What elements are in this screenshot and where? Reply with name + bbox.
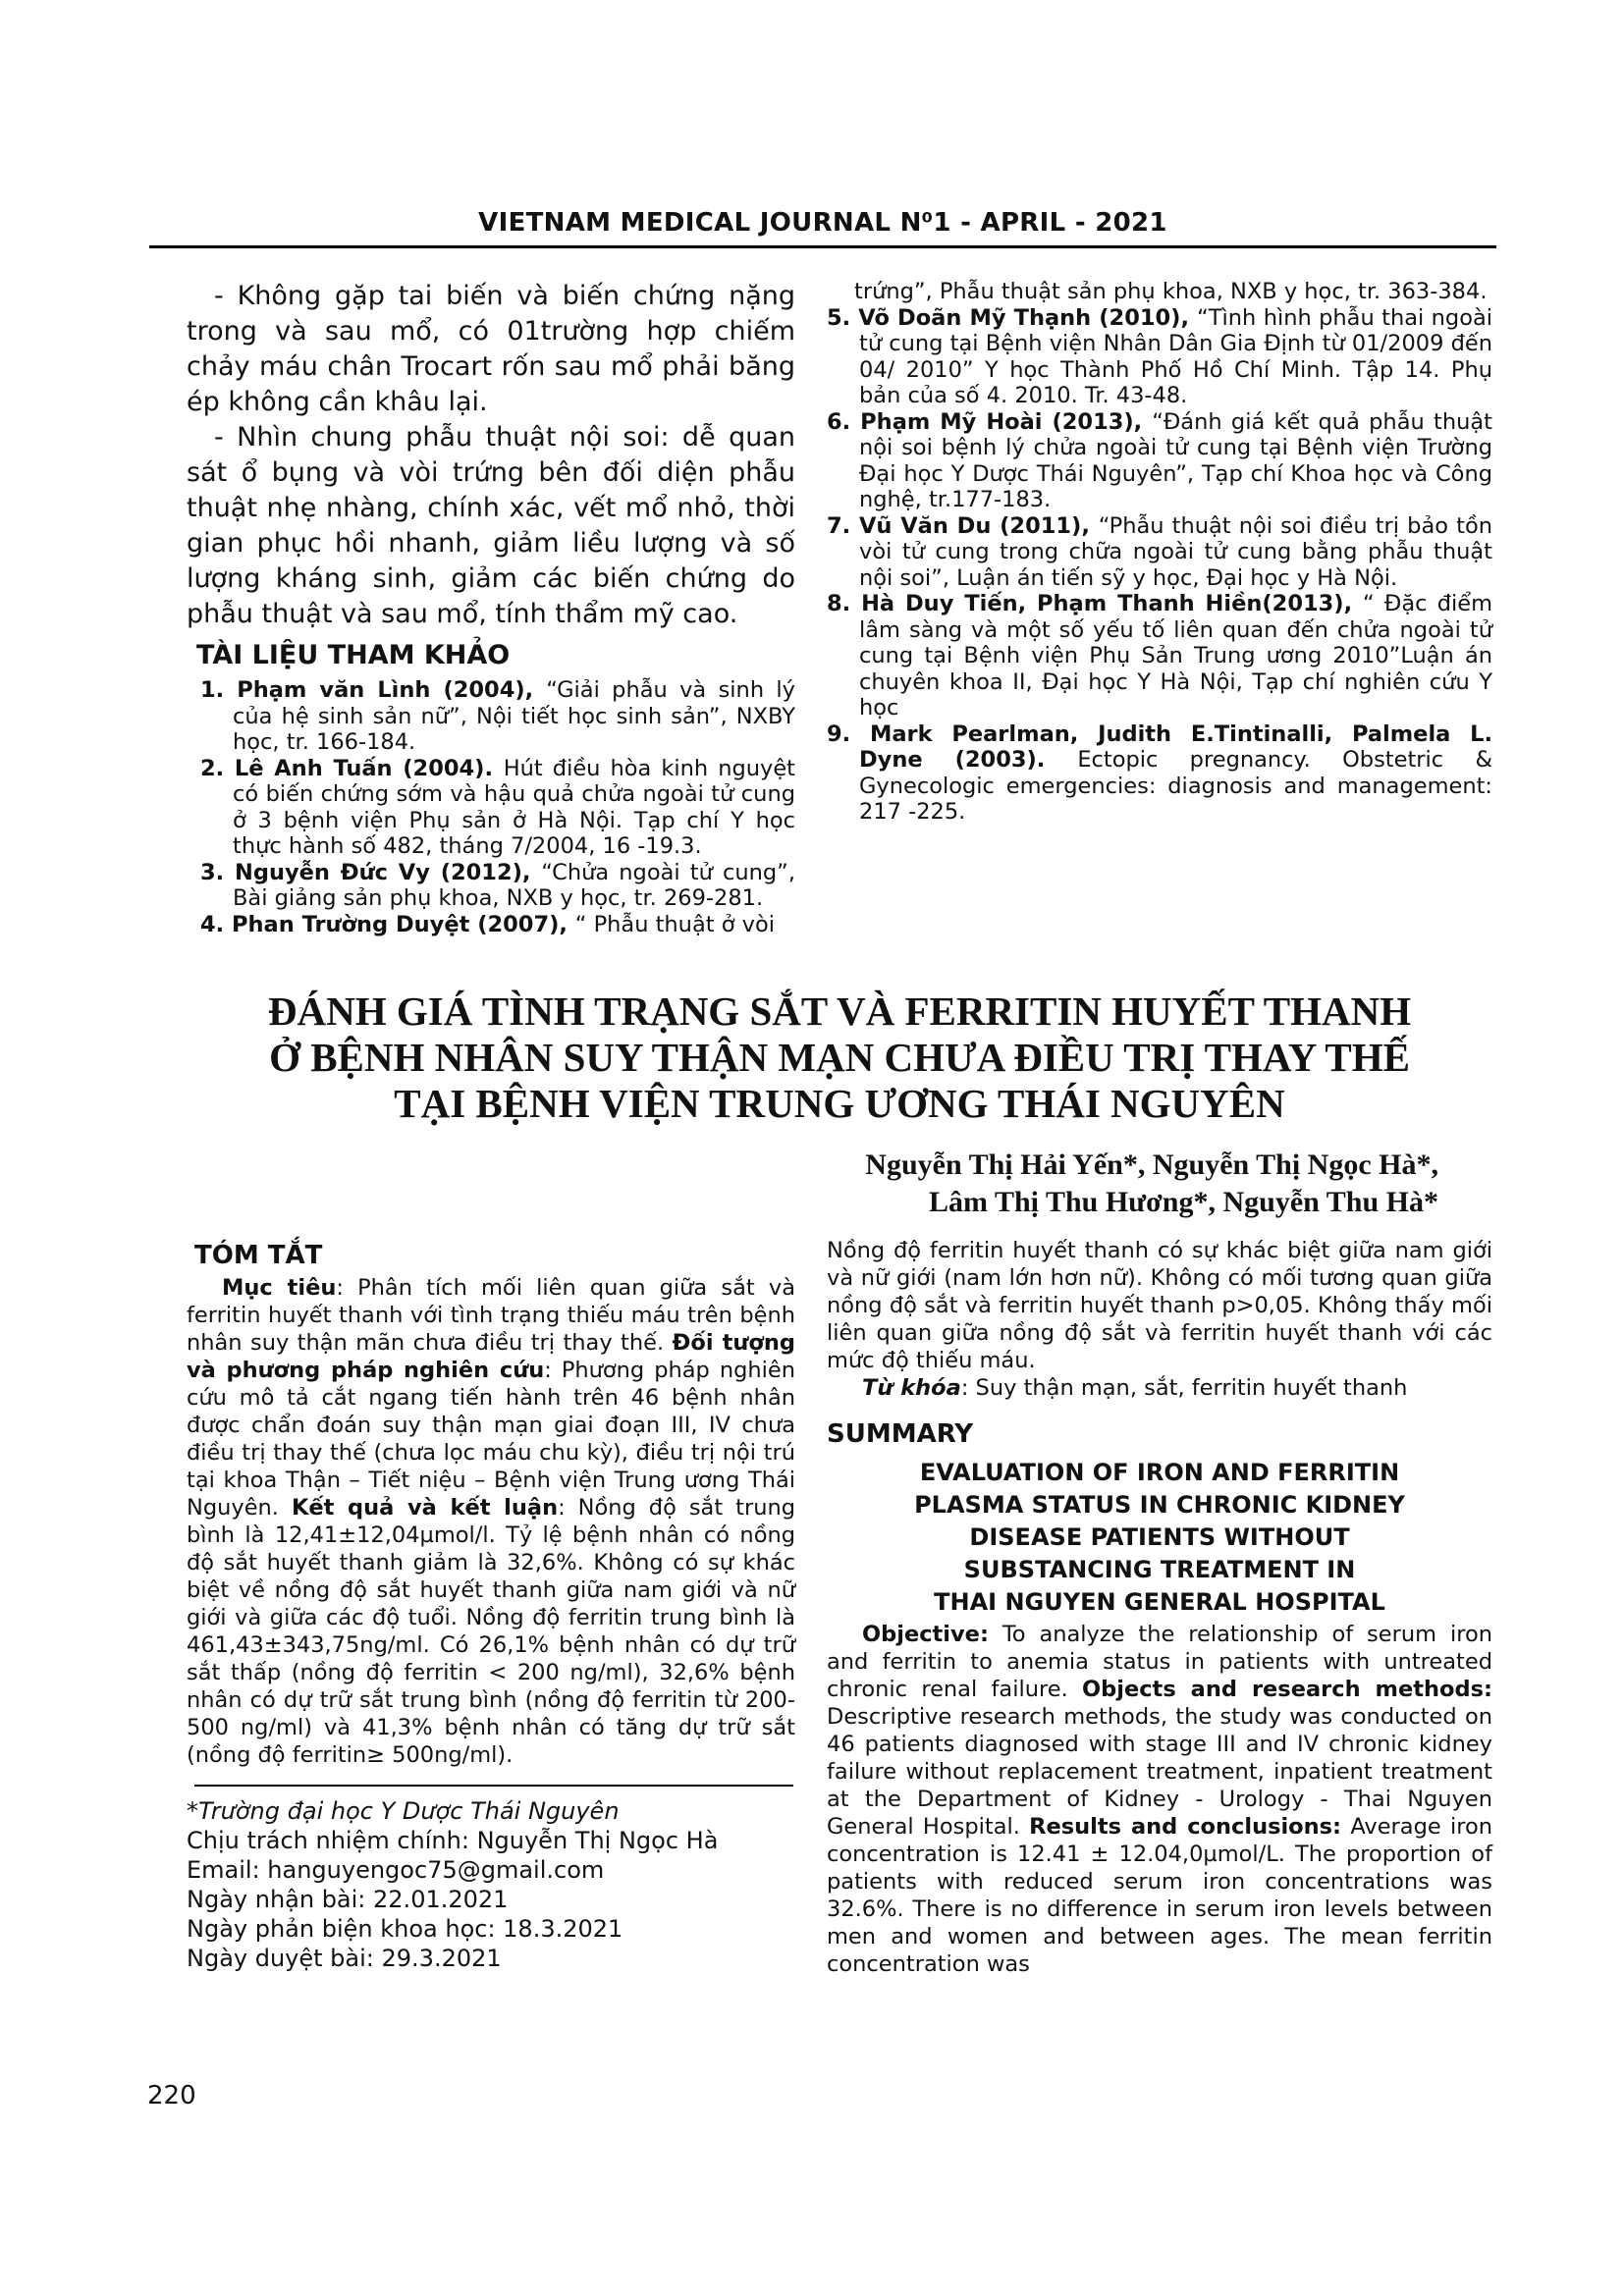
footnote-date-accepted: Ngày duyệt bài: 29.3.2021 [187,1945,502,1972]
reference-item-9: 9. Mark Pearlman, Judith E.Tintinalli, Palmela L. Dyne (2003). Ectopic pregnancy. Obstetric & Gynecologic emergencies: diagnosis and management: 217 -225. [827,721,1492,825]
references-right-column [827,279,1492,937]
reference-list-left [200,677,795,937]
author-list [187,1147,1492,1221]
abstract-right-column [827,1237,1492,1978]
article-title [187,988,1492,1127]
references-left-column [187,279,795,937]
summary-title-line-4: SUBSTANCING TREATMENT IN [963,1556,1356,1583]
intro-paragraph-1: - Không gặp tai biến và biến chứng nặng trong và sau mổ, có 01trường hợp chiếm chảy máu chân Trocart rốn sau mổ phải băng ép không cần khâu lại. [187,281,795,417]
article-title-line-1: ĐÁNH GIÁ TÌNH TRẠNG SẮT VÀ FERRITIN HUYẾT THANH [267,988,1412,1034]
footnote-date-received: Ngày nhận bài: 22.01.2021 [187,1886,509,1913]
abstract-heading-vi: TÓM TẮT [194,1241,323,1270]
abstract-left-column [187,1237,795,1978]
page-number: 220 [147,2081,196,2110]
reference-item-6: 6. Phạm Mỹ Hoài (2013), “Đánh giá kết quả phẫu thuật nội soi bệnh lý chửa ngoài tử cung tại Bệnh viện Trường Đại học Y Dược Thái Nguyên”, Tạp chí Khoa học và Công nghệ, tr.177-183. [827,408,1492,512]
footnote [187,1785,795,1973]
article-title-line-2: Ở BỆNH NHÂN SUY THẬN MẠN CHƯA ĐIỀU TRỊ THAY THẾ [269,1035,1410,1080]
summary-heading-en: SUMMARY [827,1419,974,1449]
page-content [187,279,1492,1978]
journal-header: VIETNAM MEDICAL JOURNAL N⁰1 - APRIL - 2021 [478,208,1167,238]
footnote-affiliation: *Trường đại học Y Dược Thái Nguyên [187,1797,620,1825]
summary-title-line-5: THAI NGUYEN GENERAL HOSPITAL [934,1588,1385,1616]
reference-item-4-continuation: trứng”, Phẫu thuật sản phụ khoa, NXB y học, tr. 363-384. [854,279,1488,304]
intro-paragraph-2: - Nhìn chung phẫu thuật nội soi: dễ quan sát ổ bụng và vòi trứng bên đối diện phẫu thuật nhẹ nhàng, chính xác, vết mổ nhỏ, thời gian phục hồi nhanh, giảm liều lượng và số lượng kháng sinh, giảm các biến chứng do phẫu thuật và sau mổ, tính thẩm mỹ cao. [187,422,795,629]
reference-item-1: 1. Phạm văn Lình (2004), “Giải phẫu và sinh lý của hệ sinh sản nữ”, Nội tiết học sinh sản”, NXBY học, tr. 166-184. [200,677,795,755]
author-line-2: Lâm Thị Thu Hương*, Nguyễn Thu Hà* [929,1186,1438,1218]
abstract-body-vi: Mục tiêu: Phân tích mối liên quan giữa sắt và ferritin huyết thanh với tình trạng thiếu máu trên bệnh nhân suy thận mãn chưa điều trị thay thế. Đối tượng và phương pháp nghiên cứu: Phương pháp nghiên cứu mô tả cắt ngang tiến hành trên 46 bệnh nhân được chẩn đoán suy thận mạn giai đoạn III, IV chưa điều trị thay thế (chưa lọc máu chu kỳ), điều trị nội trú tại khoa Thận – Tiết niệu – Bệnh viện Trung ương Thái Nguyên. Kết quả và kết luận: Nồng độ sắt trung bình là 12,41±12,04µmol/l. Tỷ lệ bệnh nhân có nồng độ sắt huyết thanh giảm là 32,6%. Không có sự khác biệt về nồng độ sắt huyết thanh giữa nam giới và nữ giới và giữa các độ tuổi. Nồng độ ferritin trung bình là 461,43±343,75ng/ml. Có 26,1% bệnh nhân có dự trữ sắt thấp (nồng độ ferritin < 200 ng/ml), 32,6% bệnh nhân có dự trữ sắt trung bình (nồng độ ferritin từ 200-500 ng/ml) và 41,3% bệnh nhân có tăng dự trữ sắt (nồng độ ferritin≥ 500ng/ml). [187,1275,795,1768]
summary-body-en: Objective: To analyze the relationship of serum iron and ferritin to anemia status in patients with untreated chronic renal failure. Objects and research methods: Descriptive research methods, the study was conducted on 46 patients diagnosed with stage III and IV chronic kidney failure without replacement treatment, inpatient treatment at the Department of Kidney - Urology - Thai Nguyen General Hospital. Results and conclusions: Average iron concentration is 12.41 ± 12.04,0µmol/L. The proportion of patients with reduced serum iron concentrations was 32.6%. There is no difference in serum iron levels between men and women and between ages. The mean ferritin concentration was [827,1622,1493,1977]
reference-item-3: 3. Nguyễn Đức Vy (2012), “Chửa ngoài tử cung”, Bài giảng sản phụ khoa, NXB y học, tr. 269-281. [200,859,795,911]
header-rule [149,245,1496,248]
footnote-email: Email: hanguyengoc75@gmail.com [187,1856,605,1884]
references-section [187,279,1492,937]
keywords-line: Từ khóa: Suy thận mạn, sắt, ferritin huyết thanh [862,1375,1408,1401]
reference-item-7: 7. Vũ Văn Du (2011), “Phẫu thuật nội soi điều trị bảo tồn vòi tử cung trong chữa ngoài tử cung bằng phẫu thuật nội soi”, Luận án tiến sỹ y học, Đại học y Hà Nội. [827,512,1492,591]
abstract-section [187,1237,1492,1978]
article-title-line-3: TẠI BỆNH VIỆN TRUNG ƯƠNG THÁI NGUYÊN [394,1081,1285,1126]
footnote-date-reviewed: Ngày phản biện khoa học: 18.3.2021 [187,1915,623,1943]
footnote-rule [194,1785,793,1787]
summary-title-line-1: EVALUATION OF IRON AND FERRITIN [919,1459,1400,1486]
summary-title-line-2: PLASMA STATUS IN CHRONIC KIDNEY [914,1491,1405,1519]
reference-item-8: 8. Hà Duy Tiến, Phạm Thanh Hiền(2013), “ Đặc điểm lâm sàng và một số yếu tố liên quan đến chửa ngoài tử cung tại Bệnh viện Phụ Sản Trung ương 2010”Luận án chuyên khoa II, Đại học Y Hà Nội, Tạp chí nghiên cứu Y học [827,591,1492,721]
references-heading: TÀI LIỆU THAM KHẢO [196,640,511,670]
footnote-responsible-author: Chịu trách nhiệm chính: Nguyễn Thị Ngọc Hà [187,1827,719,1854]
summary-title-en [827,1457,1492,1619]
reference-item-2: 2. Lê Anh Tuấn (2004). Hút điều hòa kinh nguyệt có biến chứng sớm và hậu quả chửa ngoài tử cung ở 3 bệnh viện Phụ sản ở Hà Nội. Tạp chí Y học thực hành số 482, tháng 7/2004, 16 -19.3. [200,755,795,859]
reference-item-4: 4. Phan Trường Duyệt (2007), “ Phẫu thuật ở vòi [200,911,775,937]
author-line-1: Nguyễn Thị Hải Yến*, Nguyễn Thị Ngọc Hà*, [865,1148,1438,1181]
abstract-continuation-vi: Nồng độ ferritin huyết thanh có sự khác biệt giữa nam giới và nữ giới (nam lớn hơn nữ). Không có mối tương quan giữa nồng độ sắt và ferritin huyết thanh p>0,05. Không thấy mối liên quan giữa nồng độ sắt và ferritin huyết thanh với các mức độ thiếu máu. [827,1238,1492,1373]
reference-list-right [827,305,1492,826]
summary-title-line-3: DISEASE PATIENTS WITHOUT [969,1523,1350,1551]
reference-item-5: 5. Võ Doãn Mỹ Thạnh (2010), “Tình hình phẫu thai ngoài tử cung tại Bệnh viện Nhân Dân Gia Định từ 01/2009 đến 04/ 2010” Y học Thành Phố Hồ Chí Minh. Tập 14. Phụ bản của số 4. 2010. Tr. 43-48. [827,304,1493,408]
